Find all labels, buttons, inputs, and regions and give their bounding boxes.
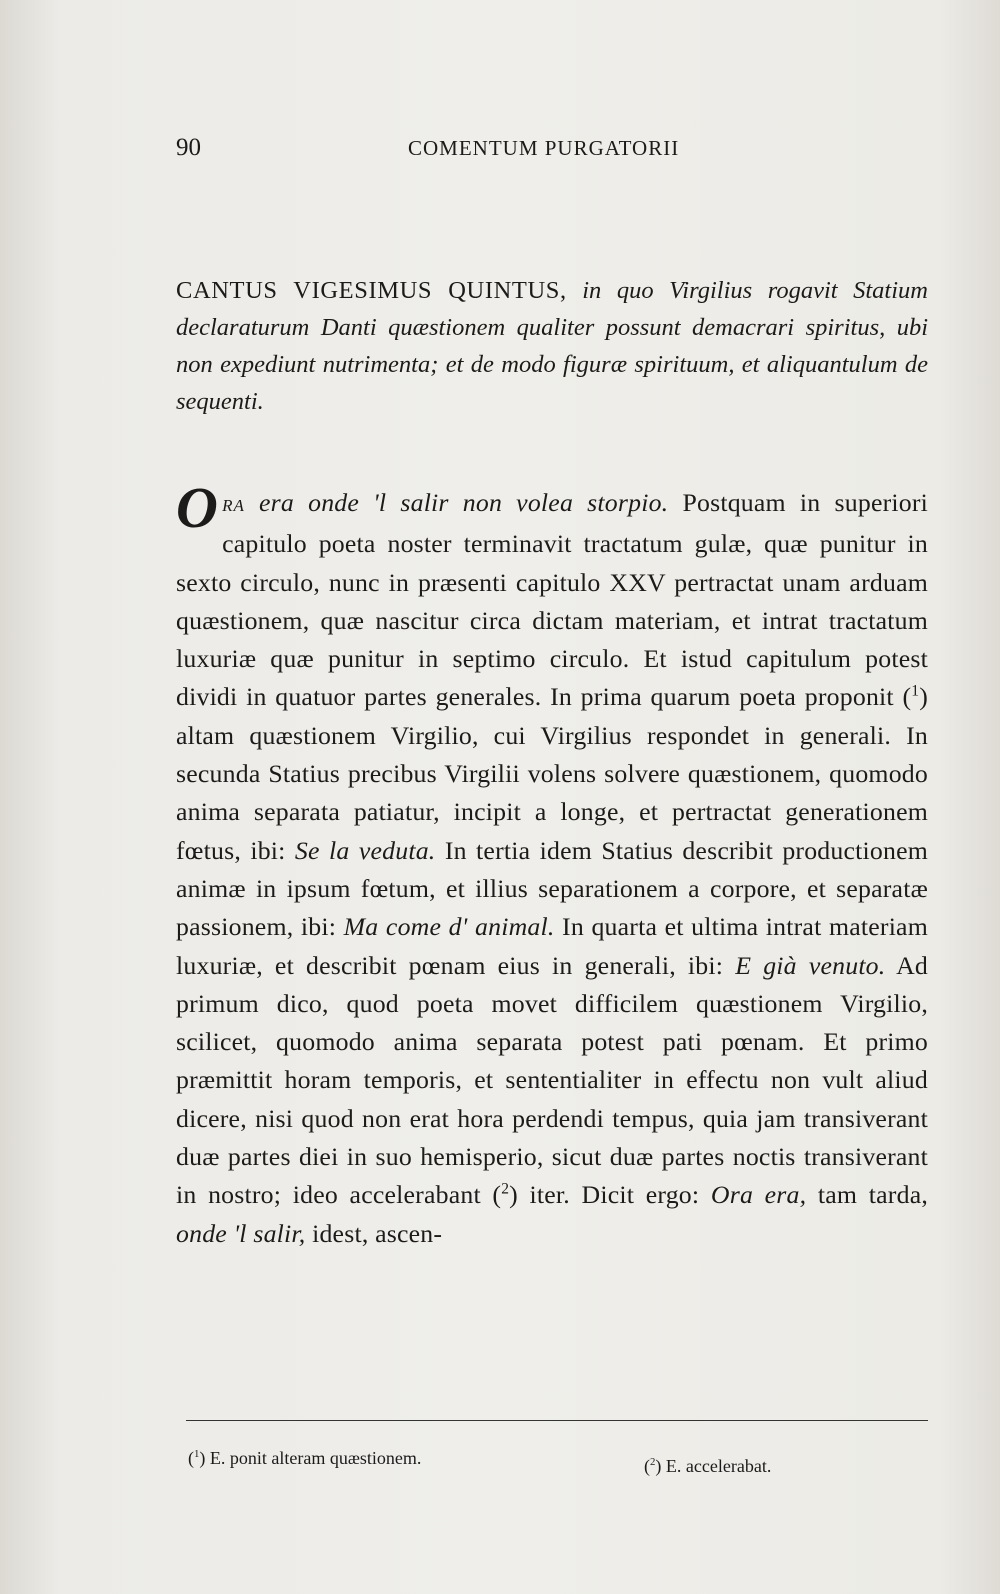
- drop-cap: O: [176, 475, 219, 540]
- page-number: 90: [176, 134, 201, 161]
- commentary-text: tam tarda,: [817, 1180, 928, 1210]
- commentary-text: Ad primum dico, quod poeta movet difficilem quæstionem Virgilio, scilicet, quomodo anima separata potest pati pœnam. Et primo præmittit horam temporis, et sententialiter in effectu non vult aliud dicere, nisi quod non erat hora perdendi tempus, quia jam transiverant duæ partes diei in suo hemisperio, sicut duæ partes noctis transiverant in nostro; ideo accelerabant (: [176, 950, 928, 1210]
- commentary-text: Postquam in superiori capitulo poeta noster terminavit tractatum gulæ, quæ punitur in sexto circulo, nunc in præsenti capitulo XXV pertractat unam arduam quæstionem, quæ nascitur circa dictam materiam, et intrat tractatum luxuriæ quæ punitur in septimo circulo. Et istud capitulum potest dividi in quatuor partes generales. In prima quarum poeta proponit (: [176, 488, 929, 712]
- verse-quote: era onde 'l salir non volea storpio.: [259, 488, 669, 517]
- body-text: [176, 475, 929, 1253]
- commentary-text: ) iter. Dicit ergo:: [509, 1180, 700, 1210]
- page-header: [176, 134, 928, 170]
- footnote-2: ($^2$) E. accelerabat.: [644, 1456, 772, 1476]
- footnote-1: ($^1$) E. ponit alteram quæstionem.: [188, 1448, 422, 1468]
- canto-summary: in quo Virgilius rogavit Statium declaraturum Danti quæstionem qualiter possunt demacrari spiritus, ubi non expediunt nutrimenta; et de modo figuræ spirituum, et aliquantulum de sequenti.: [176, 277, 928, 415]
- footnote-text: E. ponit alteram quæstionem.: [209, 1448, 422, 1468]
- verse-quote: Ma come d' animal.: [343, 912, 555, 942]
- canto-heading: [176, 272, 928, 420]
- footnote-divider: [186, 1420, 928, 1421]
- canto-title: CANTUS VIGESIMUS QUINTUS,: [176, 277, 567, 304]
- commentary-text: In tertia idem Statius describit productionem animæ in ipsum fœtum, et illius separationem a corpore, et separatæ passionem, ibi:: [176, 835, 929, 942]
- footnote-ref: 2: [501, 1180, 510, 1198]
- verse-quote: Se la veduta.: [294, 835, 436, 865]
- verse-quote: E già venuto.: [735, 950, 886, 980]
- small-caps-opening: RA: [222, 496, 245, 515]
- footnote-mark: 1: [194, 1448, 200, 1460]
- running-title: COMENTUM PURGATORII: [408, 136, 680, 160]
- verse-quote: onde 'l salir,: [176, 1218, 306, 1248]
- commentary-text: ) altam quæstionem Virgilio, cui Virgilius respondet in generali. In secunda Statius precibus Virgilii volens solvere quæstionem, quomodo anima separata patiatur, incipit a longe, et pertractat generationem fœtus, ibi:: [176, 682, 928, 865]
- verse-quote: Ora era,: [710, 1180, 807, 1210]
- commentary-text: In quarta et ultima intrat materiam luxuriæ, et describit pœnam eius in generali, ibi:: [176, 912, 928, 980]
- commentary-text: idest, ascen-: [312, 1218, 443, 1248]
- footnote-text: E. accelerabat.: [665, 1456, 772, 1476]
- footnote-mark: 2: [650, 1456, 656, 1468]
- footnote-ref: 1: [911, 682, 920, 700]
